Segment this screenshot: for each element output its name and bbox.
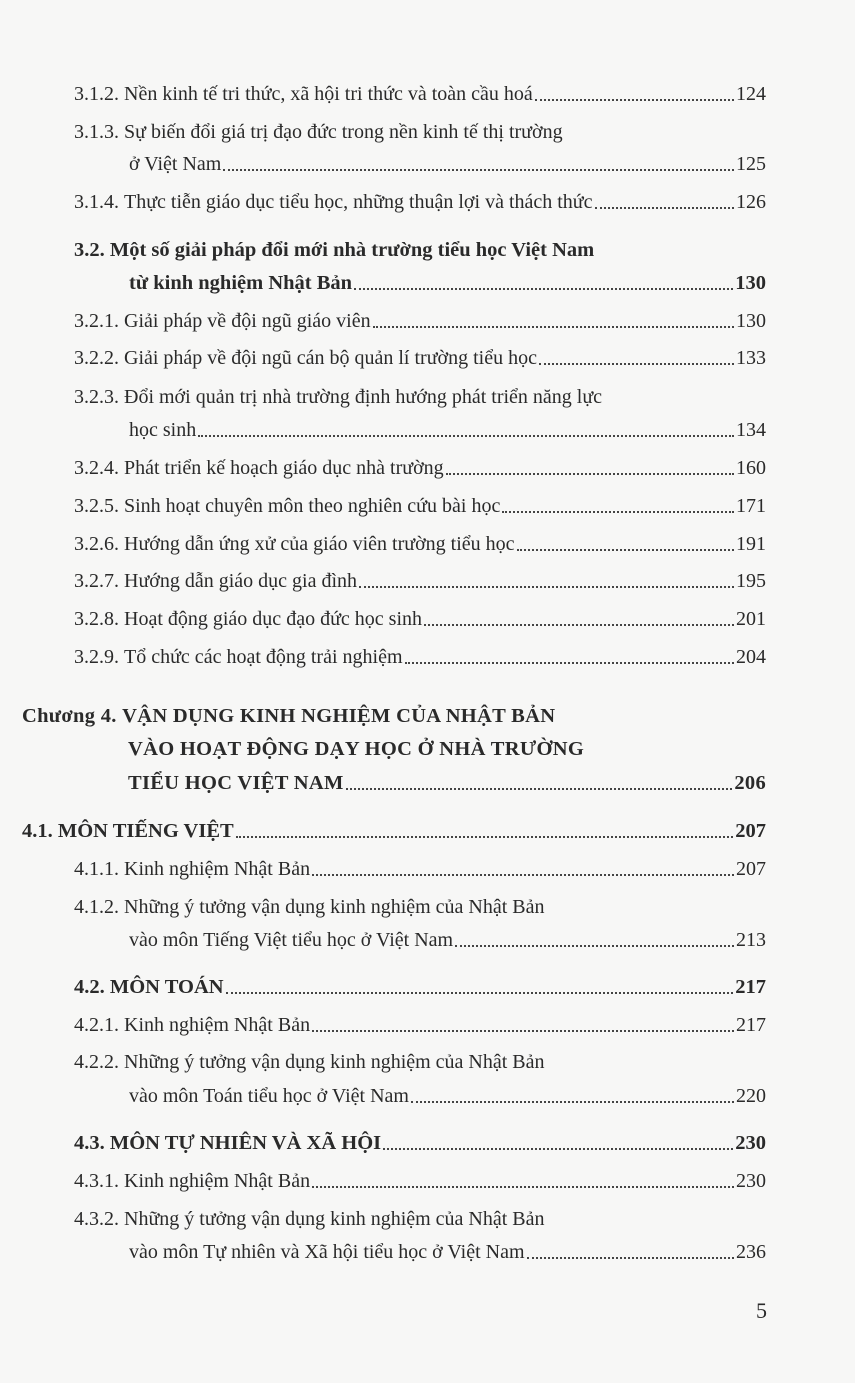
entry-number: 3.2. (74, 239, 105, 261)
toc-entry (74, 895, 545, 919)
section-heading (22, 819, 766, 843)
leader-dots (595, 207, 734, 209)
entry-page: 213 (736, 929, 766, 951)
section-heading (74, 1131, 766, 1155)
leader-dots (312, 1186, 734, 1188)
entry-page: 230 (736, 1170, 766, 1192)
toc-entry (74, 532, 766, 556)
entry-number: 3.1.2. (74, 83, 119, 105)
entry-title: Tổ chức các hoạt động trải nghiệm (124, 646, 403, 668)
entry-title: Thực tiễn giáo dục tiểu học, những thuận lợi và thách thức (124, 191, 593, 213)
entry-title: Những ý tưởng vận dụng kinh nghiệm của Nhật Bản (124, 1051, 545, 1073)
leader-dots (535, 99, 734, 101)
leader-dots (527, 1257, 734, 1259)
entry-title: Sinh hoạt chuyên môn theo nghiên cứu bài học (124, 495, 501, 517)
leader-dots (411, 1101, 734, 1103)
toc-entry (74, 190, 766, 214)
entry-number: 4.2.2. (74, 1051, 119, 1073)
leader-dots (312, 874, 734, 876)
chapter-heading-cont (128, 771, 766, 795)
leader-dots (502, 511, 734, 513)
entry-page: 171 (736, 495, 766, 517)
toc-entry (74, 857, 766, 881)
toc-entry (74, 607, 766, 631)
leader-dots (446, 473, 734, 475)
entry-title: Đổi mới quản trị nhà trường định hướng phát triển năng lực (124, 386, 603, 408)
entry-title: Những ý tưởng vận dụng kinh nghiệm của Nhật Bản (124, 896, 545, 918)
toc-entry (74, 309, 766, 333)
entry-number: 3.2.5. (74, 495, 119, 517)
chapter-title: VẬN DỤNG KINH NGHIỆM CỦA NHẬT BẢN (122, 705, 556, 727)
entry-title: Một số giải pháp đổi mới nhà trường tiểu học Việt Nam (109, 239, 595, 261)
section-heading (74, 975, 766, 999)
entry-title: Hướng dẫn giáo dục gia đình (124, 570, 358, 592)
toc-entry-cont (129, 928, 766, 952)
leader-dots (354, 288, 733, 290)
entry-page: 124 (736, 83, 766, 105)
entry-title: MÔN TOÁN (109, 976, 224, 998)
entry-number: 4.3. (74, 1132, 105, 1154)
entry-page: 134 (736, 419, 766, 441)
entry-title: MÔN TIẾNG VIỆT (57, 820, 234, 842)
entry-title: Phát triển kế hoạch giáo dục nhà trường (124, 457, 444, 479)
entry-number: 3.1.4. (74, 191, 119, 213)
entry-page: 191 (736, 533, 766, 555)
entry-title-cont: ở Việt Nam (129, 153, 222, 175)
entry-number: 3.2.1. (74, 310, 119, 332)
entry-title-cont: vào môn Toán tiểu học ở Việt Nam (129, 1085, 409, 1107)
leader-dots (455, 945, 734, 947)
entry-title: Hoạt động giáo dục đạo đức học sinh (124, 608, 422, 630)
entry-number: 3.2.6. (74, 533, 119, 555)
entry-page: 204 (736, 646, 766, 668)
toc-entry (74, 1013, 766, 1037)
entry-number: 4.2.1. (74, 1014, 119, 1036)
leader-dots (517, 549, 734, 551)
toc-entry (74, 1207, 545, 1231)
section-heading (74, 238, 594, 262)
entry-number: 3.2.8. (74, 608, 119, 630)
toc-entry (74, 120, 563, 144)
entry-title: Những ý tưởng vận dụng kinh nghiệm của Nhật Bản (124, 1208, 545, 1230)
leader-dots (383, 1148, 733, 1150)
leader-dots (539, 363, 734, 365)
entry-title: Hướng dẫn ứng xử của giáo viên trường tiểu học (124, 533, 515, 555)
entry-title: Nền kinh tế tri thức, xã hội tri thức và toàn cầu hoá (124, 83, 533, 105)
leader-dots (346, 788, 733, 790)
entry-number: 3.2.2. (74, 347, 119, 369)
entry-number: 4.2. (74, 976, 105, 998)
page-number: 5 (756, 1298, 767, 1323)
entry-page: 217 (735, 976, 766, 998)
entry-page: 207 (736, 858, 766, 880)
entry-title: Giải pháp về đội ngũ cán bộ quản lí trường tiểu học (124, 347, 537, 369)
entry-title: Kinh nghiệm Nhật Bản (124, 858, 311, 880)
toc-entry (74, 645, 766, 669)
toc-entry-cont (129, 418, 766, 442)
entry-page: 133 (736, 347, 766, 369)
entry-page: 236 (736, 1241, 766, 1263)
entry-title-cont: vào môn Tiếng Việt tiểu học ở Việt Nam (129, 929, 454, 951)
entry-title-cont: từ kinh nghiệm Nhật Bản (129, 272, 353, 294)
entry-title: Sự biến đổi giá trị đạo đức trong nền kinh tế thị trường (124, 121, 563, 143)
entry-number: 4.1.1. (74, 858, 119, 880)
leader-dots (198, 435, 734, 437)
chapter-title-cont: TIỂU HỌC VIỆT NAM (128, 772, 344, 794)
entry-page: 126 (736, 191, 766, 213)
entry-number: 3.2.9. (74, 646, 119, 668)
entry-title: Kinh nghiệm Nhật Bản (124, 1014, 311, 1036)
entry-number: 4.1. (22, 820, 53, 842)
entry-page: 125 (736, 153, 766, 175)
chapter-heading-cont (128, 737, 584, 761)
entry-title-cont: vào môn Tự nhiên và Xã hội tiểu học ở Việt Nam (129, 1241, 525, 1263)
entry-title-cont: học sinh (129, 419, 197, 441)
toc-entry-cont (129, 1084, 766, 1108)
chapter-number: Chương 4. (22, 705, 117, 727)
entry-number: 4.3.1. (74, 1170, 119, 1192)
entry-title: Giải pháp về đội ngũ giáo viên (124, 310, 371, 332)
toc-entry-cont (129, 1240, 766, 1264)
chapter-title-cont: VÀO HOẠT ĐỘNG DẠY HỌC Ở NHÀ TRƯỜNG (128, 738, 585, 760)
leader-dots (226, 992, 734, 994)
toc-entry (74, 82, 766, 106)
entry-title: Kinh nghiệm Nhật Bản (124, 1170, 311, 1192)
entry-number: 3.1.3. (74, 121, 119, 143)
entry-page: 207 (735, 820, 766, 842)
entry-page: 217 (736, 1014, 766, 1036)
entry-page: 195 (736, 570, 766, 592)
section-heading-cont (129, 271, 766, 295)
leader-dots (223, 169, 734, 171)
entry-page: 220 (736, 1085, 766, 1107)
leader-dots (373, 326, 734, 328)
entry-page: 130 (735, 272, 766, 294)
entry-page: 130 (736, 310, 766, 332)
leader-dots (424, 624, 734, 626)
entry-page: 230 (735, 1132, 766, 1154)
leader-dots (312, 1030, 734, 1032)
entry-number: 4.3.2. (74, 1208, 119, 1230)
toc-entry (74, 385, 602, 409)
toc-entry (74, 1050, 545, 1074)
leader-dots (236, 836, 734, 838)
toc-entry (74, 1169, 766, 1193)
entry-number: 3.2.7. (74, 570, 119, 592)
chapter-heading (22, 704, 555, 728)
entry-number: 4.1.2. (74, 896, 119, 918)
entry-page: 160 (736, 457, 766, 479)
entry-title: MÔN TỰ NHIÊN VÀ XÃ HỘI (109, 1132, 382, 1154)
toc-entry (74, 346, 766, 370)
toc-entry (74, 456, 766, 480)
leader-dots (359, 586, 734, 588)
toc-entry (74, 569, 766, 593)
leader-dots (405, 662, 734, 664)
entry-page: 201 (736, 608, 766, 630)
entry-number: 3.2.4. (74, 457, 119, 479)
entry-number: 3.2.3. (74, 386, 119, 408)
entry-page: 206 (734, 772, 766, 794)
toc-entry-cont (129, 152, 766, 176)
toc-entry (74, 494, 766, 518)
